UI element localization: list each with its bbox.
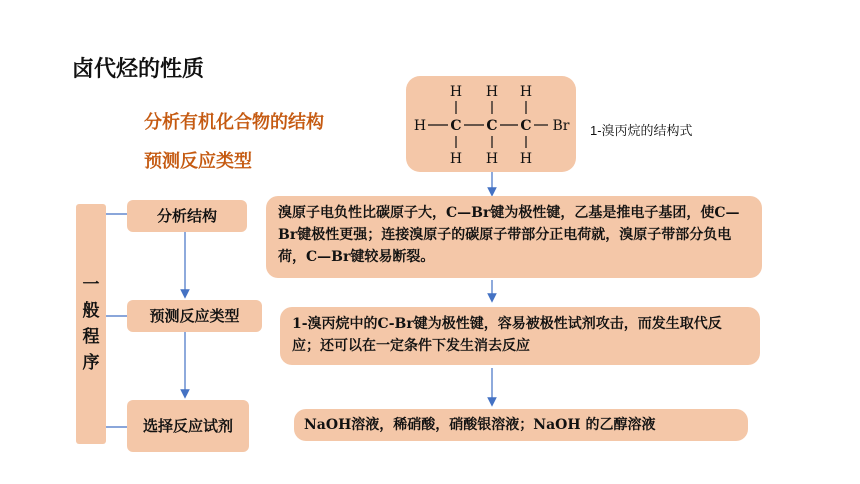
atom-c: C	[520, 118, 532, 134]
step-label: 选择反应试剂	[143, 417, 234, 435]
atom-h: H	[519, 151, 533, 167]
description-prediction	[280, 307, 760, 365]
structural-formula	[406, 76, 576, 172]
description-analysis	[266, 196, 762, 278]
atom-br: Br	[552, 118, 570, 134]
atom-c: C	[486, 118, 498, 134]
step-label: 预测反应类型	[149, 307, 240, 325]
sidebar-char: 般	[82, 301, 100, 321]
sidebar-char: 一	[82, 275, 100, 295]
atom-h: H	[485, 151, 499, 167]
sidebar-char: 程	[82, 327, 100, 347]
subtitle-analyze: 分析有机化合物的结构	[144, 112, 324, 133]
structure-caption: 1-溴丙烷的结构式	[590, 123, 693, 138]
description-text: 溴原子电负性比碳原子大，C—Br键为极性键，乙基是推电子基团，使C—Br键极性更强；连接溴原子的碳原子带部分正电荷就，溴原子带部分负电荷，C—Br键较易断裂。	[278, 205, 740, 265]
description-reagents	[294, 409, 748, 441]
atom-h: H	[485, 84, 499, 100]
subtitle-predict: 预测反应类型	[144, 151, 252, 172]
structural-formula-box	[406, 76, 576, 172]
atom-h: H	[519, 84, 533, 100]
atom-h: H	[449, 84, 463, 100]
sidebar-char: 序	[82, 353, 100, 373]
step-label: 分析结构	[156, 207, 217, 225]
description-text: NaOH溶液，稀硝酸，硝酸银溶液；NaOH 的乙醇溶液	[304, 417, 656, 433]
atom-h: H	[413, 118, 427, 134]
page-title: 卤代烃的性质	[72, 57, 205, 82]
description-text: 1-溴丙烷中的C-Br键为极性键，容易被极性试剂攻击，而发生取代反应；还可以在一定条件下发生消去反应	[292, 316, 722, 354]
atom-h: H	[449, 151, 463, 167]
atom-c: C	[450, 118, 462, 134]
